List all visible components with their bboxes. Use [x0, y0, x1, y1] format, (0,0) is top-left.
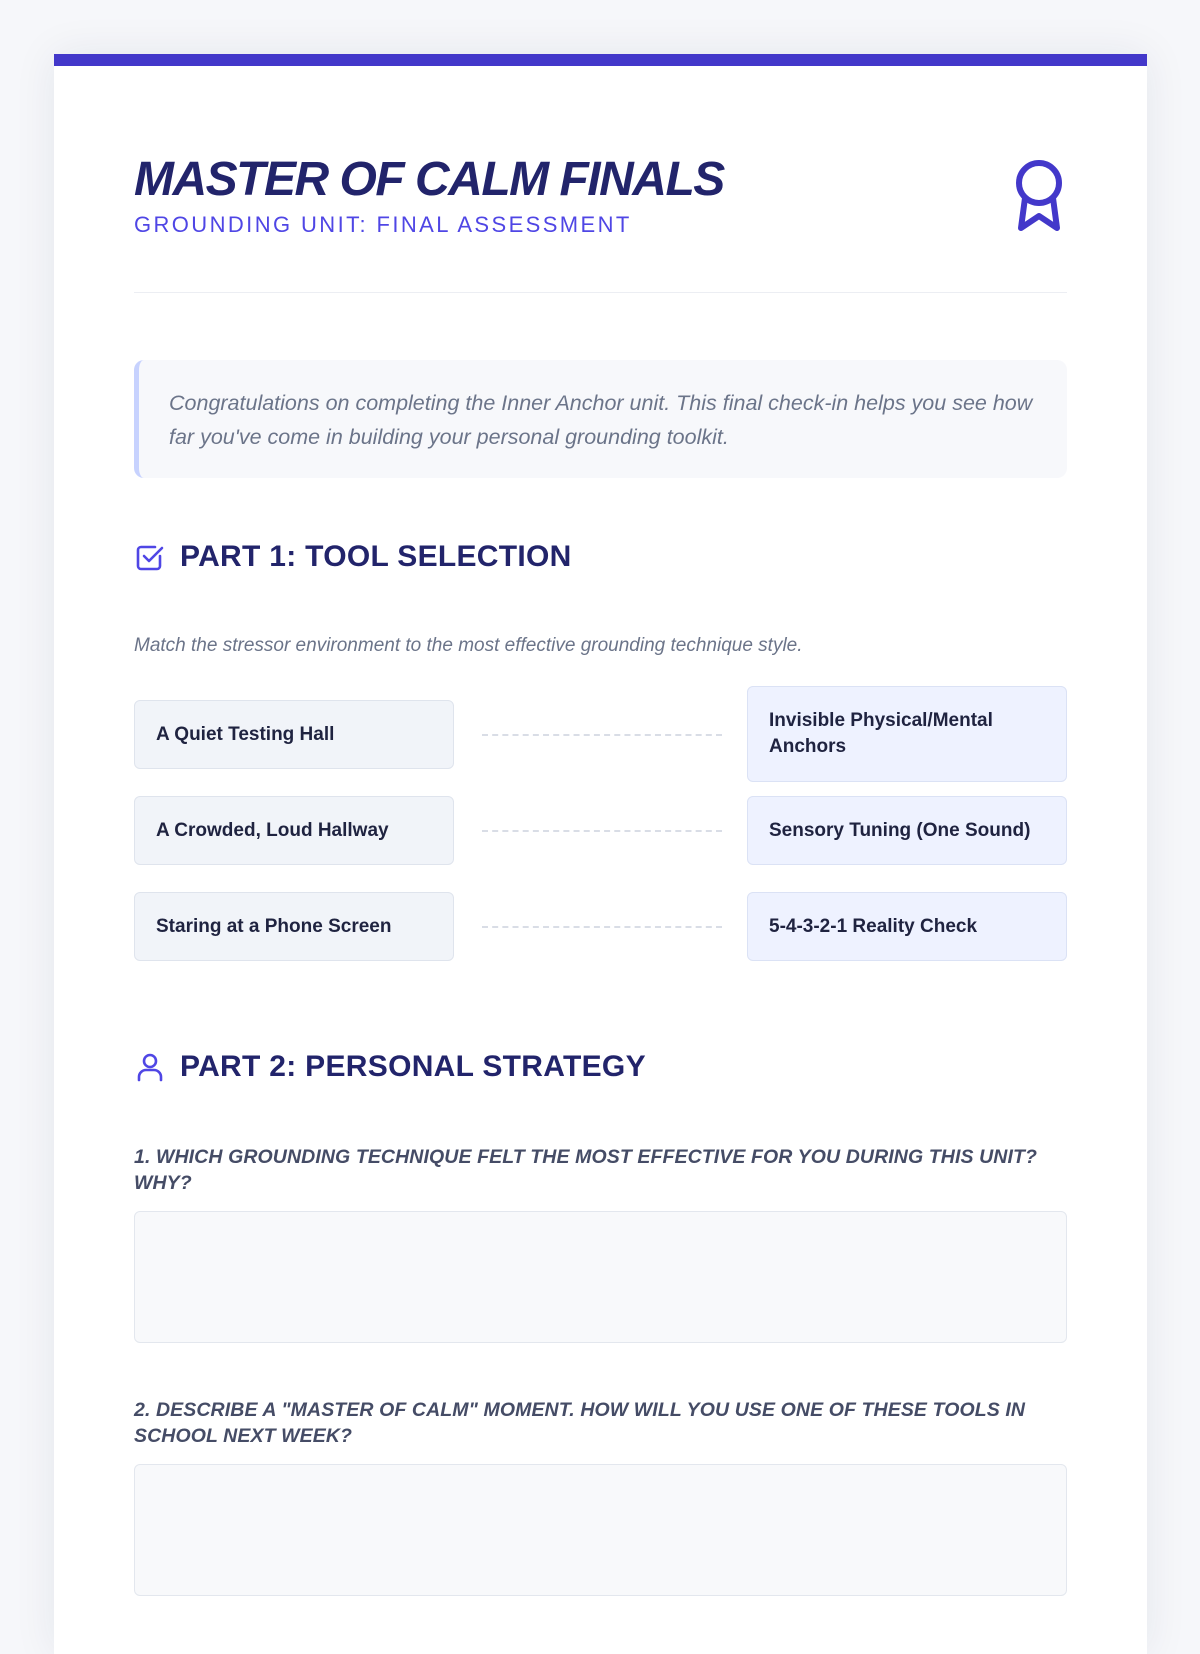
checkbox-icon — [134, 541, 166, 573]
answer-field[interactable] — [134, 1211, 1067, 1343]
part1-heading — [134, 540, 572, 574]
part2-heading — [134, 1050, 646, 1084]
answer-field[interactable] — [134, 1464, 1067, 1596]
part1-title: PART 1: TOOL SELECTION — [180, 540, 572, 573]
stressor-option[interactable]: A Crowded, Loud Hallway — [134, 796, 454, 865]
match-connector — [482, 734, 722, 736]
technique-option[interactable]: Sensory Tuning (One Sound) — [747, 796, 1067, 865]
assessment-card — [54, 54, 1147, 1654]
match-row — [134, 686, 1067, 782]
match-row — [134, 892, 1067, 961]
stressor-option[interactable]: Staring at a Phone Screen — [134, 892, 454, 961]
header-divider — [134, 292, 1067, 293]
match-connector — [482, 926, 722, 928]
header — [134, 153, 1067, 286]
part2-title: PART 2: PERSONAL STRATEGY — [180, 1050, 646, 1083]
page-subtitle: GROUNDING UNIT: FINAL ASSESSMENT — [134, 212, 632, 237]
technique-option[interactable]: Invisible Physical/Mental Anchors — [747, 686, 1067, 782]
award-ribbon-icon — [1011, 158, 1067, 234]
part1-instruction: Match the stressor environment to the most effective grounding technique style. — [134, 635, 803, 656]
match-row — [134, 796, 1067, 865]
intro-callout: Congratulations on completing the Inner Anchor unit. This final check-in helps you see how far you've come in building your personal grounding toolkit. — [134, 360, 1067, 478]
stressor-option[interactable]: A Quiet Testing Hall — [134, 700, 454, 769]
user-icon — [134, 1051, 166, 1083]
match-connector — [482, 830, 722, 832]
page-title: MASTER OF CALM FINALS — [134, 153, 724, 206]
question-label: 1. WHICH GROUNDING TECHNIQUE FELT THE MOST EFFECTIVE FOR YOU DURING THIS UNIT? WHY? — [134, 1146, 1037, 1194]
technique-option[interactable]: 5-4-3-2-1 Reality Check — [747, 892, 1067, 961]
question-label: 2. DESCRIBE A "MASTER OF CALM" MOMENT. HOW WILL YOU USE ONE OF THESE TOOLS IN SCHOOL NEXT WEEK? — [134, 1399, 1026, 1447]
